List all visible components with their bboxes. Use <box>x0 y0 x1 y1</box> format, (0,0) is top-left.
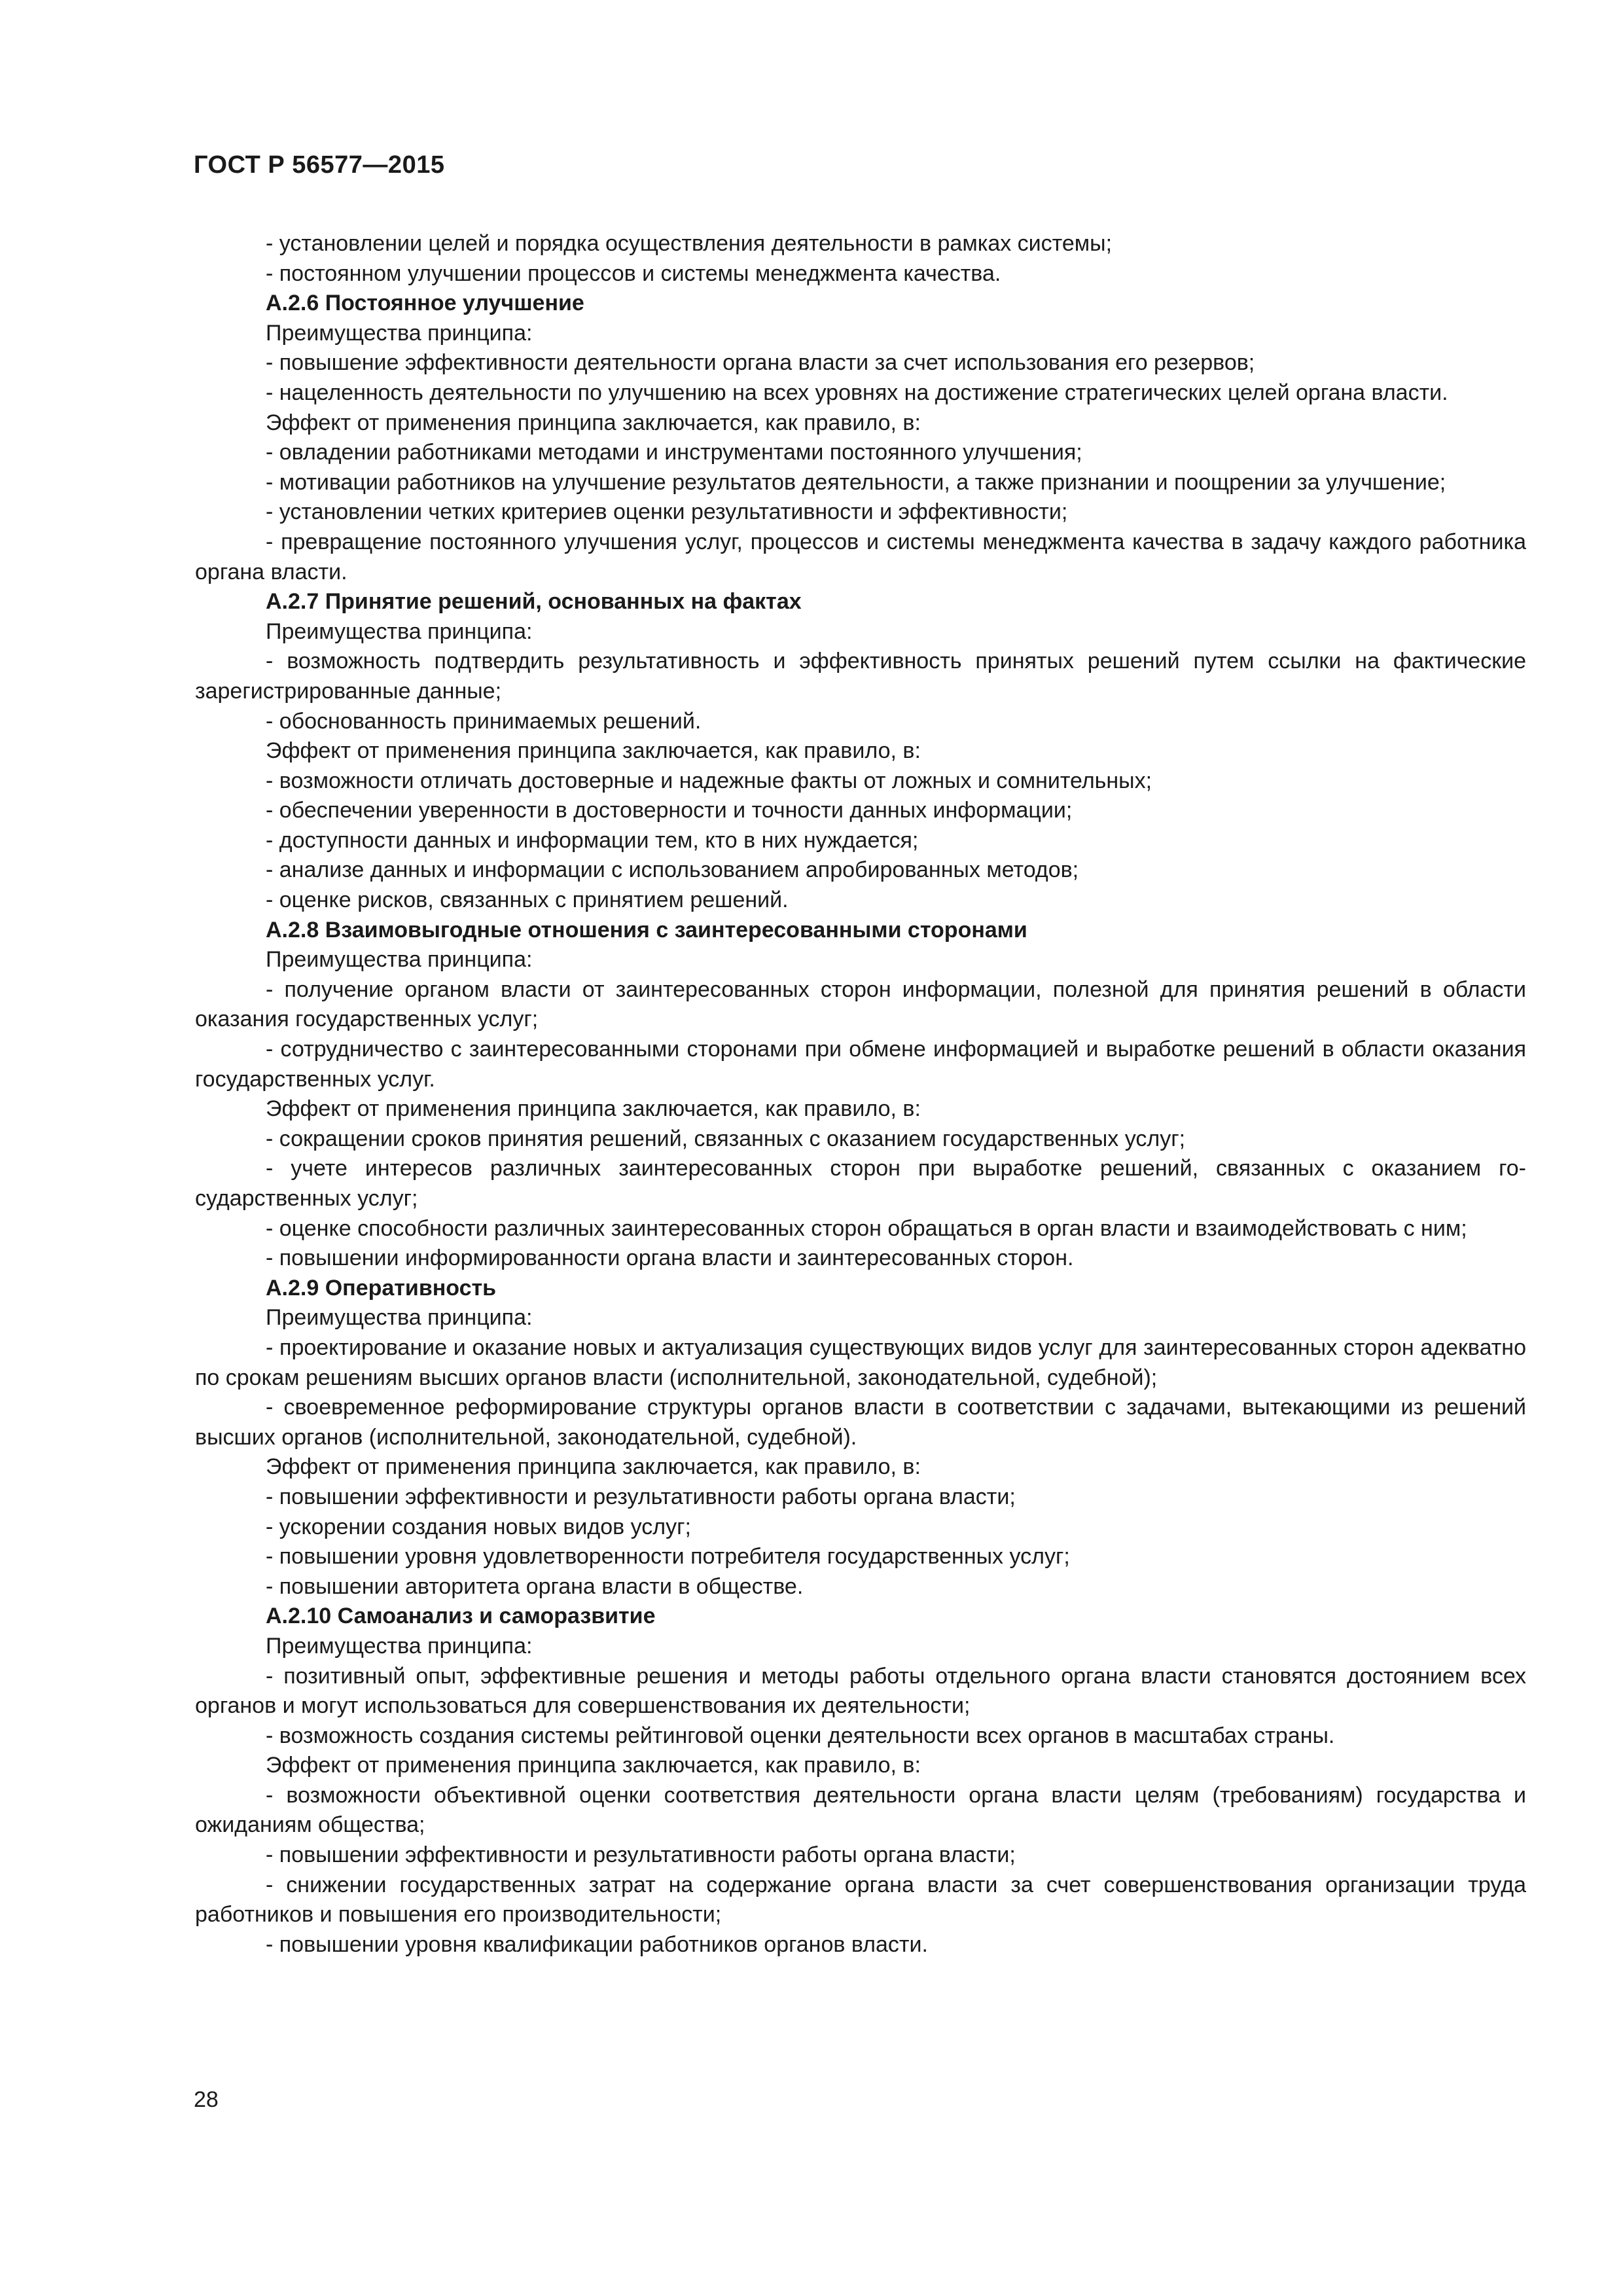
list-item: - обоснованность принимаемых решений. <box>266 708 702 734</box>
list-item: - повышении авторитета органа власти в обществе. <box>266 1573 804 1599</box>
list-item: - превращение постоянного улучшения услуг, процессов и системы менеджмента качества в задачу каждого работника органа власти. <box>195 529 1526 584</box>
list-item: - возможности отличать достоверные и надежные факты от ложных и сомнительных; <box>266 768 1152 793</box>
list-item: - учете интересов различных заинтересованных сторон при выработке решений, связанных с оказанием государственных услуг; <box>195 1156 1526 1211</box>
section-heading: А.2.6 Постоянное улучшение <box>266 291 584 316</box>
section-heading: А.2.7 Принятие решений, основанных на фактах <box>266 589 802 615</box>
paragraph: Преимущества принципа: <box>266 947 533 973</box>
list-item: - повышении уровня удовлетворенности потребителя государственных услуг; <box>266 1544 1070 1570</box>
list-item: - оценке способности различных заинтересованных сторон обращаться в орган власти и взаимодействовать с ним; <box>266 1215 1467 1241</box>
section-heading: А.2.9 Оперативность <box>266 1275 497 1300</box>
list-item: - повышении информированности органа власти и заинтересованных сторон. <box>266 1246 1074 1271</box>
list-item: - ускорении создания новых видов услуг; <box>266 1514 691 1539</box>
list-item: - повышение эффективности деятельности органа власти за счет использования его резервов; <box>266 350 1255 376</box>
list-item: - оценке рисков, связанных с принятием решений. <box>266 888 789 913</box>
paragraph: Преимущества принципа: <box>266 1633 533 1659</box>
list-item: - сотрудничество с заинтересованными сторонами при обмене информацией и выработке решений в области оказания государственных услуг. <box>195 1037 1526 1092</box>
paragraph: Эффект от применения принципа заключается, как правило, в: <box>266 738 921 764</box>
list-item: - нацеленность деятельности по улучшению на всех уровнях на достижение стратегических целей органа власти. <box>266 380 1448 405</box>
list-item: - доступности данных и информации тем, кто в них нуждается; <box>266 827 919 853</box>
list-item: - постоянном улучшении процессов и системы менеджмента качества. <box>266 260 1001 286</box>
list-item: - проектирование и оказание новых и актуализация существующих видов услуг для заинтересованных сторон адекватно по срокам решениям высших органов власти (исполнительной, законодательной, судебной); <box>195 1335 1526 1390</box>
section-heading: А.2.8 Взаимовыгодные отношения с заинтересованными сторонами <box>266 917 1027 942</box>
list-item: - установлении целей и порядка осуществления деятельности в рамках системы; <box>266 231 1113 256</box>
page-number: 28 <box>194 2087 219 2112</box>
list-item: - снижении государственных затрат на содержание органа власти за счет совершенствования организации труда работников и повышения его производительности; <box>195 1872 1526 1928</box>
list-item: - получение органом власти от заинтересованных сторон информации, полезной для принятия решений в области оказания государственных услуг; <box>195 977 1526 1032</box>
list-item: - возможность подтвердить результативность и эффективность принятых решений путем ссылки на фактические зарегистрированные данные; <box>195 649 1526 704</box>
list-item: - своевременное реформирование структуры органов власти в соответствии с задачами, вытекающими из решений высших органов (исполнительной, законодательной, судебной). <box>195 1395 1526 1450</box>
list-item: - овладении работниками методами и инструментами постоянного улучшения; <box>266 440 1082 465</box>
list-item: - возможности объективной оценки соответствия деятельности органа власти целям (требованиям) государства и ожиданиям общества; <box>195 1782 1526 1838</box>
paragraph: Преимущества принципа: <box>266 619 533 644</box>
list-item: - повышении эффективности и результативности работы органа власти; <box>266 1842 1016 1868</box>
list-item: - мотивации работников на улучшение результатов деятельности, а также признании и поощрении за улучшение; <box>266 469 1446 495</box>
list-item: - позитивный опыт, эффективные решения и методы работы отдельного органа власти становятся достоянием всех органов и могут использоваться для совершенствования их деятельности; <box>195 1663 1526 1719</box>
list-item: - повышении уровня квалификации работников органов власти. <box>266 1931 928 1957</box>
list-item: - установлении четких критериев оценки результативности и эффективности; <box>266 499 1068 525</box>
list-item: - повышении эффективности и результативности работы органа власти; <box>266 1484 1016 1509</box>
list-item: - анализе данных и информации с использованием апробированных методов; <box>266 857 1079 883</box>
section-heading: А.2.10 Самоанализ и саморазвитие <box>266 1604 656 1629</box>
list-item: - возможность создания системы рейтинговой оценки деятельности всех органов в масштабах страны. <box>266 1723 1335 1748</box>
paragraph: Эффект от применения принципа заключается, как правило, в: <box>266 1753 921 1778</box>
document-header: ГОСТ Р 56577—2015 <box>194 151 445 179</box>
document-body <box>195 229 1526 1960</box>
list-item: - сокращении сроков принятия решений, связанных с оказанием государственных услуг; <box>266 1126 1186 1151</box>
paragraph: Эффект от применения принципа заключается, как правило, в: <box>266 410 921 435</box>
paragraph: Преимущества принципа: <box>266 1305 533 1331</box>
paragraph: Эффект от применения принципа заключается, как правило, в: <box>266 1096 921 1122</box>
paragraph: Преимущества принципа: <box>266 320 533 346</box>
paragraph: Эффект от применения принципа заключается, как правило, в: <box>266 1454 921 1480</box>
list-item: - обеспечении уверенности в достоверности и точности данных информации; <box>266 798 1073 823</box>
